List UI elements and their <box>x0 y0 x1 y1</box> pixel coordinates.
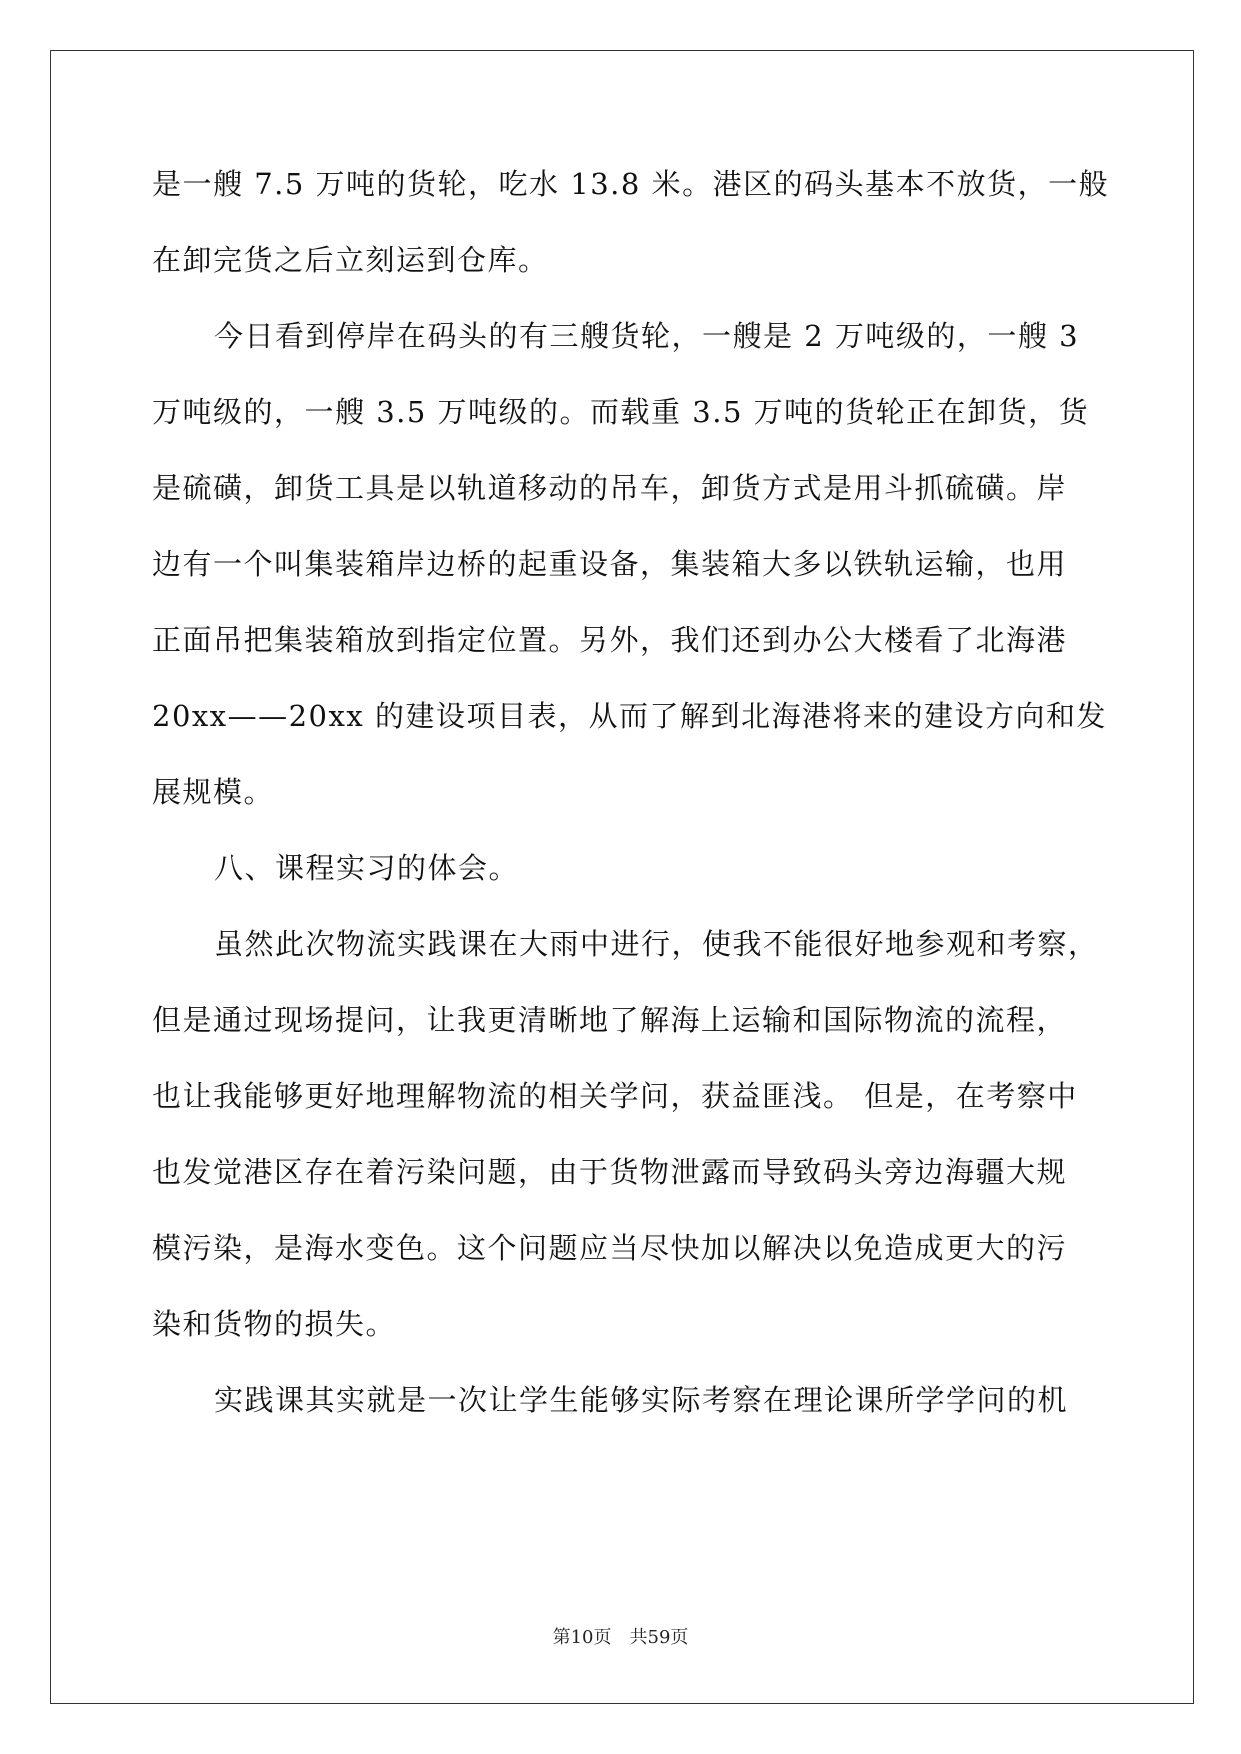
text-line: 是硫磺，卸货工具是以轨道移动的吊车，卸货方式是用斗抓硫磺。岸 <box>152 471 1068 505</box>
text-line: 模污染，是海水变色。这个问题应当尽快加以解决以免造成更大的污 <box>152 1231 1068 1265</box>
total-pages: 共59页 <box>629 1627 689 1648</box>
text-line: 万吨级的，一艘 3.5 万吨级的。而载重 3.5 万吨的货轮正在卸货，货 <box>152 395 1090 429</box>
section-heading: 八、课程实习的体会。 <box>214 851 520 885</box>
text-line: 是一艘 7.5 万吨的货轮，吃水 13.8 米。港区的码头基本不放货，一般 <box>152 167 1110 201</box>
current-page-number: 第10页 <box>552 1627 612 1648</box>
text-line: 也让我能够更好地理解物流的相关学问，获益匪浅。 但是，在考察中 <box>152 1079 1078 1113</box>
text-line: 也发觉港区存在着污染问题，由于货物泄露而导致码头旁边海疆大规 <box>152 1155 1068 1189</box>
text-line: 在卸完货之后立刻运到仓库。 <box>152 243 549 277</box>
text-line: 正面吊把集装箱放到指定位置。另外，我们还到办公大楼看了北海港 <box>152 623 1068 657</box>
text-line: 20xx——20xx 的建设项目表，从而了解到北海港将来的建设方向和发 <box>152 699 1107 733</box>
text-line: 染和货物的损失。 <box>152 1307 397 1341</box>
text-line: 展规模。 <box>152 775 275 809</box>
text-line: 边有一个叫集装箱岸边桥的起重设备，集装箱大多以铁轨运输，也用 <box>152 547 1068 581</box>
text-line: 今日看到停岸在码头的有三艘货轮，一艘是 2 万吨级的，一艘 3 <box>214 319 1080 353</box>
text-line: 但是通过现场提问，让我更清晰地了解海上运输和国际物流的流程， <box>152 1003 1068 1037</box>
text-line: 实践课其实就是一次让学生能够实际考察在理论课所学学问的机 <box>214 1383 1069 1417</box>
text-line: 虽然此次物流实践课在大雨中进行，使我不能很好地参观和考察， <box>214 927 1099 961</box>
page-footer <box>0 1626 1241 1650</box>
